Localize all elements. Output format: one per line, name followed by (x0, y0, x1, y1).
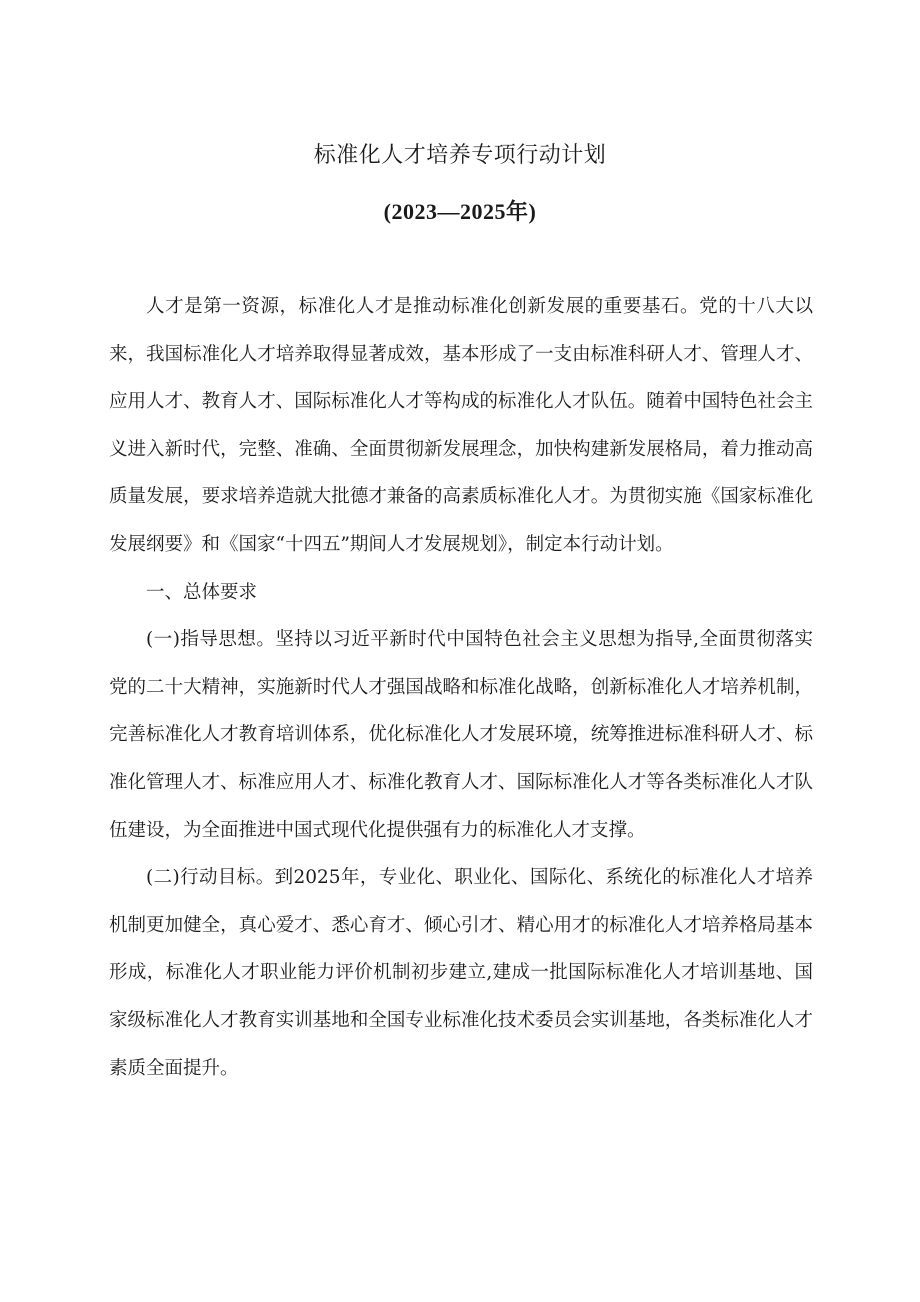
document-title: 标准化人才培养专项行动计划 (313, 143, 607, 168)
guiding-ideology-paragraph: (一)指导思想。坚持以习近平新时代中国特色社会主义思想为指导,全面贯彻落实党的二十大精神，实施新时代人才强国战略和标准化战略，创新标准化人才培养机制，完善标准化人才教育培训体系，优化标准化人才发展环境，统筹推进标准科研人才、标准化管理人才、标准应用人才、标准化教育人才、国际标准化人才等各类标准化人才队伍建设，为全面推进中国式现代化提供强有力的标准化人才支撑。 (109, 629, 813, 841)
intro-paragraph: 人才是第一资源，标准化人才是推动标准化创新发展的重要基石。党的十八大以来，我国标准化人才培养取得显著成效，基本形成了一支由标准科研人才、管理人才、应用人才、教育人才、国际标准化人才等构成的标准化人才队伍。随着中国特色社会主义进入新时代，完整、准确、全面贯彻新发展理念，加快构建新发展格局，着力推动高质量发展，要求培养造就大批德才兼备的高素质标准化人才。为贯彻实施《国家标准化发展纲要》和《国家“十四五”期间人才发展规划》，制定本行动计划。 (109, 296, 813, 555)
section-heading-general-requirements: 一、总体要求 (146, 581, 258, 603)
document-body (109, 283, 813, 1092)
action-goals-paragraph: (二)行动目标。到2025年，专业化、职业化、国际化、系统化的标准化人才培养机制更加健全，真心爱才、悉心育才、倾心引才、精心用才的标准化人才培养格局基本形成，标准化人才职业能力评价机制初步建立,建成一批国际标准化人才培训基地、国家级标准化人才教育实训基地和全国专业标准化技术委员会实训基地，各类标准化人才素质全面提升。 (109, 867, 813, 1079)
document-subtitle: (2023—2025年) (383, 199, 537, 224)
